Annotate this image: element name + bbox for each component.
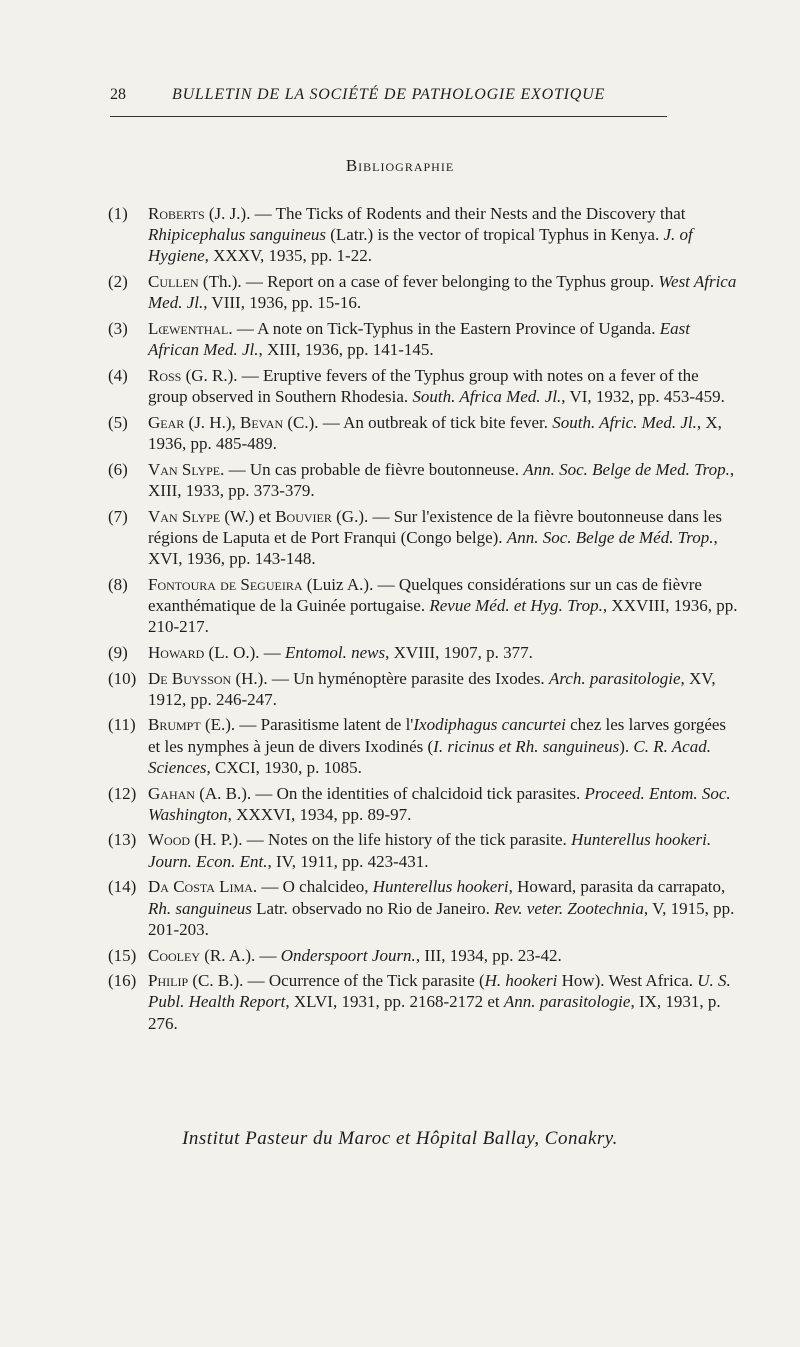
reference-text: , X, 1936, pp. 485-489. bbox=[148, 412, 722, 454]
reference-italic: Ann. parasitologie bbox=[503, 992, 631, 1012]
reference-text: , XXVIII, 1936, pp. 210-217. bbox=[148, 595, 738, 637]
running-title: BULLETIN DE LA SOCIÉTÉ DE PATHOLOGIE EXOTIQUE bbox=[172, 86, 606, 103]
reference-number: (9) bbox=[108, 642, 128, 662]
reference-author: Bouvier bbox=[275, 506, 332, 526]
reference-item bbox=[108, 412, 740, 454]
reference-author: Van Slype bbox=[148, 459, 221, 479]
reference-italic: U. S. Publ. Health Report bbox=[148, 971, 731, 1012]
reference-text: (R. A.). — bbox=[200, 945, 281, 965]
reference-number: (10) bbox=[108, 668, 137, 688]
reference-item bbox=[108, 876, 740, 940]
reference-number: (14) bbox=[108, 877, 137, 897]
reference-item bbox=[108, 574, 740, 638]
reference-italic: West Africa Med. Jl. bbox=[148, 272, 737, 313]
reference-item bbox=[108, 459, 740, 501]
reference-item bbox=[108, 945, 740, 966]
reference-number: (16) bbox=[108, 971, 137, 991]
reference-text: , CXCI, 1930, p. 1085. bbox=[206, 757, 362, 777]
reference-text: (C.). — An outbreak of tick bite fever. bbox=[283, 412, 553, 432]
reference-text: (J. J.). — The Ticks of Rodents and their Nests and the Discovery that bbox=[204, 204, 686, 223]
reference-author: De Buysson bbox=[148, 668, 232, 688]
reference-text: , XLVI, 1931, pp. 2168-2172 et bbox=[285, 992, 504, 1012]
reference-text: , XIII, 1933, pp. 373-379. bbox=[148, 459, 735, 500]
reference-italic: Rev. veter. Zootechnia bbox=[494, 898, 644, 918]
reference-italic: J. of Hygiene bbox=[148, 225, 693, 266]
reference-number: (2) bbox=[108, 272, 128, 292]
section-title: Bibliographie bbox=[345, 156, 455, 175]
reference-number: (5) bbox=[108, 412, 128, 432]
reference-italic: Entomol. news bbox=[285, 642, 386, 662]
reference-text: . — A note on Tick-Typhus in the Eastern Province of Uganda. bbox=[228, 319, 660, 339]
reference-text: , IV, 1911, pp. 423-431. bbox=[267, 851, 429, 871]
reference-italic: Ixodiphagus cancurtei bbox=[413, 715, 566, 735]
reference-text: (Luiz A.). — Quelques considérations sur un cas de fièvre exanthématique de la Guinée portugaise. bbox=[148, 574, 702, 615]
reference-text: (W.) et bbox=[220, 506, 276, 526]
reference-text: , XVI, 1936, pp. 143-148. bbox=[148, 527, 718, 569]
reference-author: Howard bbox=[148, 642, 205, 662]
reference-author: Roberts bbox=[148, 204, 205, 223]
header-rule bbox=[110, 116, 667, 117]
reference-text: , XV, 1912, pp. 246-247. bbox=[148, 668, 716, 709]
reference-italic: Onderspoort Journ. bbox=[280, 945, 416, 965]
reference-item bbox=[108, 970, 740, 1034]
reference-italic: Ann. Soc. Belge de Med. Trop. bbox=[523, 459, 730, 479]
reference-item bbox=[108, 203, 740, 267]
page-header bbox=[110, 86, 670, 112]
reference-text: (L. O.). — bbox=[204, 642, 286, 662]
reference-text: , XXXVI, 1934, pp. 89-97. bbox=[227, 804, 412, 824]
reference-text: , XIII, 1936, pp. 141-145. bbox=[258, 340, 434, 360]
reference-author: Lœwenthal bbox=[148, 319, 229, 339]
reference-italic: Ann. Soc. Belge de Méd. Trop. bbox=[506, 527, 714, 547]
reference-item bbox=[108, 506, 740, 570]
reference-text: (E.). — Parasitisme latent de l' bbox=[200, 715, 414, 735]
reference-list bbox=[108, 203, 740, 1038]
reference-text: chez les larves gorgées et les nymphes à jeun de divers Ixodinés ( bbox=[148, 715, 727, 756]
reference-number: (6) bbox=[108, 459, 128, 479]
reference-author: Da Costa Lima bbox=[148, 877, 253, 897]
reference-author: Ross bbox=[148, 365, 182, 385]
reference-italic: Rhipicephalus sanguineus bbox=[148, 225, 327, 245]
reference-author: Cooley bbox=[148, 945, 200, 965]
reference-text: , XVIII, 1907, p. 377. bbox=[385, 642, 533, 662]
reference-author: Philip bbox=[148, 971, 189, 991]
reference-text: (G. R.). — Eruptive fevers of the Typhus group with notes on a fever of the group observed in Southern Rhodesia. bbox=[148, 365, 699, 407]
reference-item bbox=[108, 668, 740, 710]
reference-number: (12) bbox=[108, 783, 137, 803]
reference-text: (Latr.) is the vector of tropical Typhus in Kenya. bbox=[326, 225, 664, 245]
reference-item bbox=[108, 271, 740, 313]
reference-text: (A. B.). — On the identities of chalcidoid tick parasites. bbox=[194, 783, 585, 803]
reference-item bbox=[108, 365, 740, 407]
reference-text: , XXXV, 1935, pp. 1-22. bbox=[204, 246, 372, 266]
reference-number: (1) bbox=[108, 204, 128, 223]
reference-item bbox=[108, 829, 740, 871]
institution-signature: Institut Pasteur du Maroc et Hôpital Ballay, Conakry. bbox=[182, 1128, 618, 1149]
reference-italic: I. ricinus et Rh. sanguineus bbox=[433, 736, 620, 756]
reference-number: (3) bbox=[108, 319, 128, 339]
reference-text: . — O chalcideo, bbox=[252, 877, 373, 897]
reference-text: (C. B.). — Ocurrence of the Tick parasite ( bbox=[188, 971, 485, 991]
reference-text: ). bbox=[619, 736, 634, 756]
reference-text: , VIII, 1936, pp. 15-16. bbox=[203, 293, 362, 313]
reference-italic: South. Afric. Med. Jl. bbox=[552, 412, 697, 432]
page-number: 28 bbox=[110, 86, 126, 103]
reference-text: (G.). — Sur l'existence de la fièvre boutonneuse dans les régions de Laputa et de Port Franqui (Congo belge). bbox=[148, 506, 723, 547]
reference-text: How). West Africa. bbox=[557, 971, 698, 991]
reference-item bbox=[108, 642, 740, 663]
reference-italic: Proceed. Entom. Soc. Washington bbox=[148, 783, 731, 824]
reference-italic: Hunterellus hookeri bbox=[372, 877, 509, 897]
reference-italic: East African Med. Jl. bbox=[148, 319, 690, 360]
reference-number: (15) bbox=[108, 945, 137, 965]
reference-item bbox=[108, 318, 740, 360]
reference-number: (4) bbox=[108, 365, 128, 385]
reference-italic: C. R. Acad. Sciences bbox=[148, 736, 711, 777]
reference-text: Latr. observado no Rio de Janeiro. bbox=[251, 898, 495, 918]
reference-number: (8) bbox=[108, 574, 128, 594]
reference-number: (7) bbox=[108, 506, 128, 526]
reference-author: Gahan bbox=[148, 783, 195, 803]
reference-author: Brumpt bbox=[148, 715, 201, 735]
reference-author: Bevan bbox=[240, 412, 284, 432]
reference-text: . — Un cas probable de fièvre boutonneuse. bbox=[220, 459, 524, 479]
reference-text: (H.). — Un hyménoptère parasite des Ixodes. bbox=[231, 668, 549, 688]
reference-item bbox=[108, 783, 740, 825]
reference-author: Van Slype bbox=[148, 506, 221, 526]
reference-text: (J. H.), bbox=[184, 412, 240, 432]
reference-text: , Howard, parasita da carrapato, bbox=[508, 877, 726, 897]
reference-author: Fontoura de Segueira bbox=[148, 574, 303, 594]
reference-text: (H. P.). — Notes on the life history of the tick parasite. bbox=[190, 830, 572, 850]
reference-text: , IX, 1931, p. 276. bbox=[148, 992, 721, 1033]
reference-italic: Revue Méd. et Hyg. Trop. bbox=[429, 595, 603, 615]
reference-italic: H. hookeri bbox=[484, 971, 558, 991]
reference-text: , V, 1915, pp. 201-203. bbox=[148, 898, 735, 939]
reference-italic: Hunterellus hookeri. Journ. Econ. Ent. bbox=[148, 830, 712, 871]
reference-author: Cullen bbox=[148, 272, 199, 292]
reference-italic: Arch. parasitologie bbox=[548, 668, 681, 688]
reference-number: (11) bbox=[108, 715, 136, 735]
reference-text: (Th.). — Report on a case of fever belonging to the Typhus group. bbox=[198, 272, 659, 292]
reference-text: , VI, 1932, pp. 453-459. bbox=[561, 387, 725, 407]
reference-number: (13) bbox=[108, 830, 137, 850]
reference-italic: South. Africa Med. Jl. bbox=[412, 387, 562, 407]
reference-text: , III, 1934, pp. 23-42. bbox=[415, 945, 562, 965]
reference-item bbox=[108, 714, 740, 778]
reference-author: Gear bbox=[148, 412, 185, 432]
reference-author: Wood bbox=[148, 830, 191, 850]
reference-italic: Rh. sanguineus bbox=[148, 898, 252, 918]
